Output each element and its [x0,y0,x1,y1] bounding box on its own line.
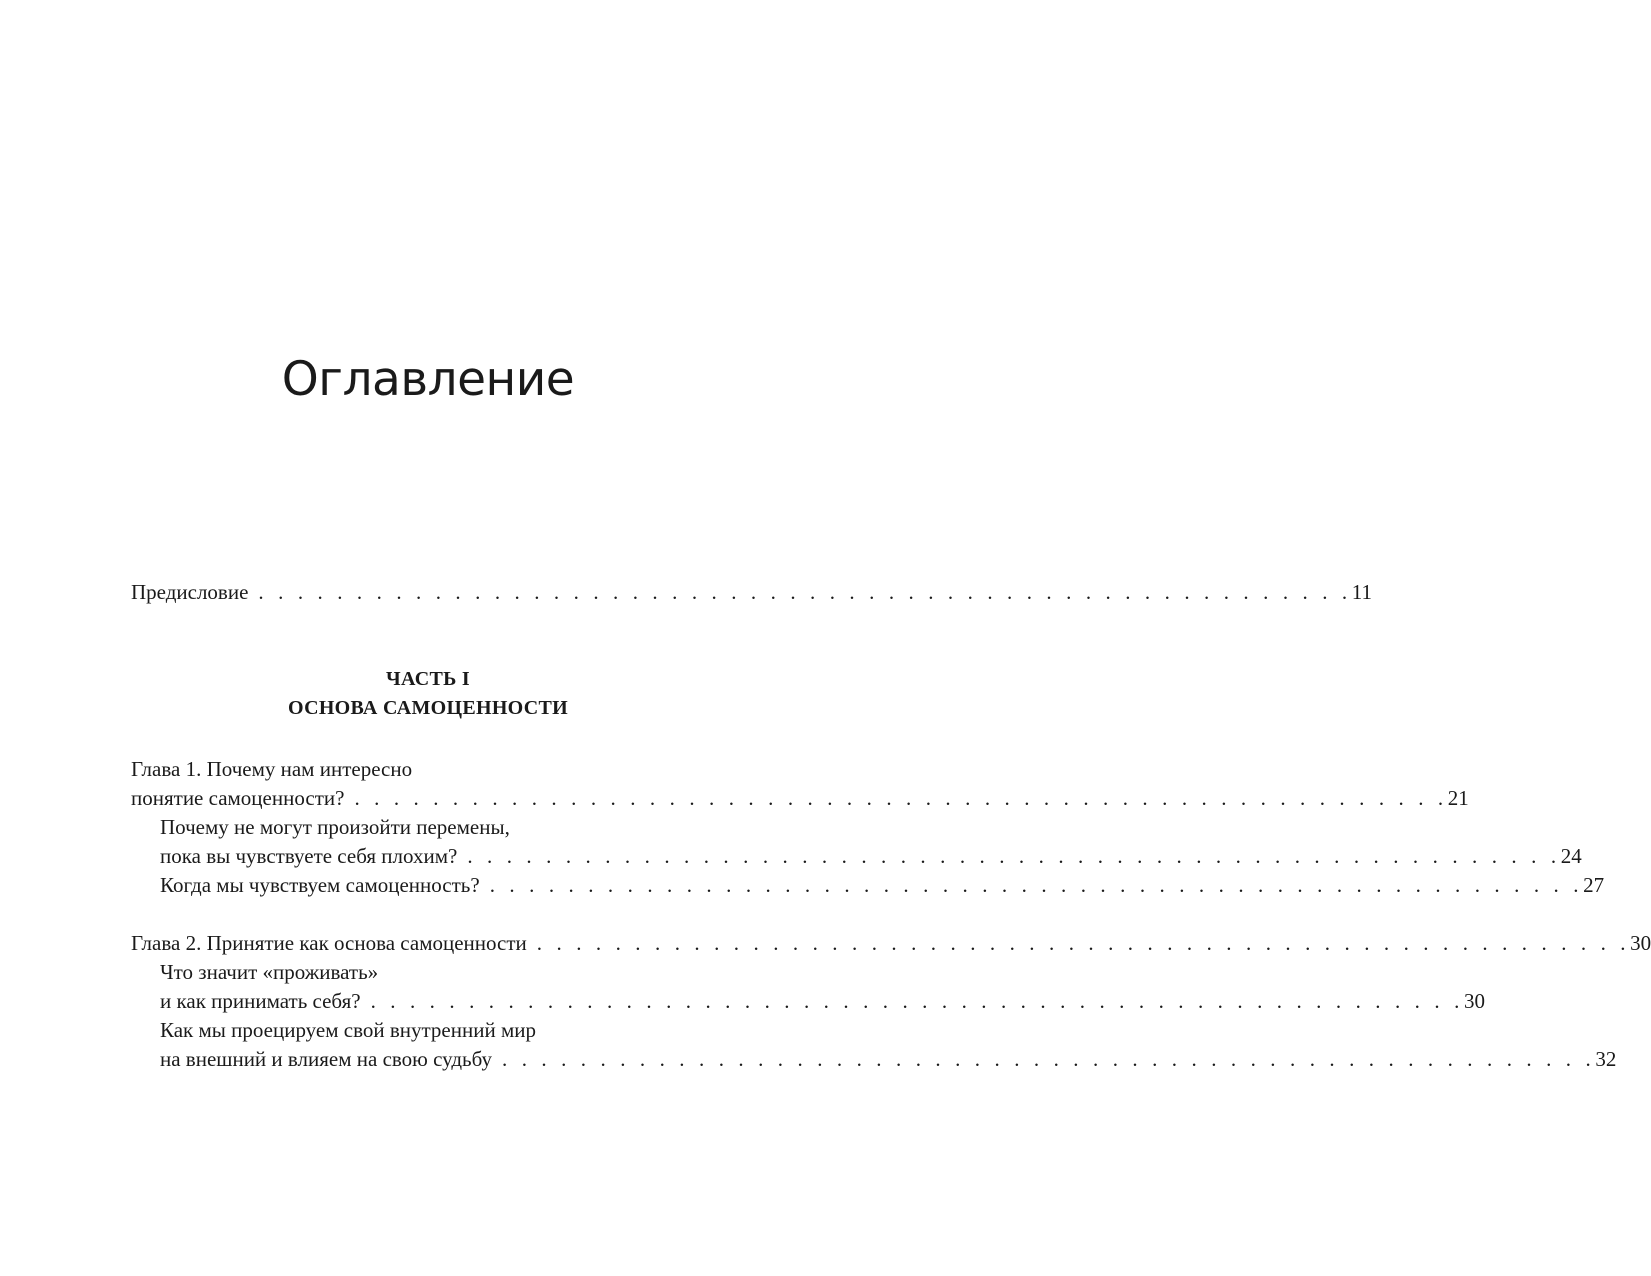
toc-section-1-1[interactable] [160,842,1582,870]
page-number: 11 [1351,580,1373,604]
part-title: ОСНОВА САМОЦЕННОСТИ [287,697,569,719]
page-title: Оглавление [281,352,575,407]
leader-dots: . . . . . . . . . . . . . . . . . . . . . . . . . . . . . . . . . . . . . . . . . . . . . . . . . . . . . . . . [354,786,1448,810]
part-label: ЧАСТЬ I [385,668,470,690]
toc-entry-label: Предисловие [131,580,249,604]
toc-section-2-2[interactable] [160,1045,1617,1073]
leader-dots: . . . . . . . . . . . . . . . . . . . . . . . . . . . . . . . . . . . . . . . . . . . . . . . . . . . . . . . . [489,873,1584,897]
leader-dots: . . . . . . . . . . . . . . . . . . . . . . . . . . . . . . . . . . . . . . . . . . . . . . . . . . . . . . . . [502,1047,1596,1071]
toc-entry-label: Когда мы чувствуем самоценность? [160,873,480,897]
toc-entry-label: понятие самоценности? [131,786,345,810]
leader-dots: . . . . . . . . . . . . . . . . . . . . . . . . . . . . . . . . . . . . . . . . . . . . . . . . . . . . . . . . [536,931,1631,955]
leader-dots: . . . . . . . . . . . . . . . . . . . . . . . . . . . . . . . . . . . . . . . . . . . . . . . . . . . . . . . . [370,989,1464,1013]
page-number: 30 [1463,989,1485,1013]
toc-section-2-1[interactable] [160,987,1485,1015]
leader-dots: . . . . . . . . . . . . . . . . . . . . . . . . . . . . . . . . . . . . . . . . . . . . . . . . . . . . . . . . [467,844,1561,868]
page-number: 32 [1595,1047,1617,1071]
leader-dots: . . . . . . . . . . . . . . . . . . . . . . . . . . . . . . . . . . . . . . . . . . . . . . . . . . . . . . . . [258,580,1352,604]
toc-chapter-2[interactable] [131,929,1651,957]
toc-section-2-2-line-1[interactable]: Как мы проецируем свой внутренний мир [160,1018,536,1042]
toc-chapter-1-line-1[interactable]: Глава 1. Почему нам интересно [131,757,413,781]
toc-entry-label: на внешний и влияем на свою судьбу [160,1047,492,1071]
page-number: 27 [1583,873,1605,897]
page-number: 24 [1560,844,1582,868]
toc-entry-label: пока вы чувствуете себя плохим? [160,844,458,868]
toc-section-2-1-line-1[interactable]: Что значит «проживать» [160,960,379,984]
toc-entry-preface[interactable] [131,578,1373,606]
toc-section-1-2[interactable] [160,871,1605,899]
page-number: 21 [1447,786,1469,810]
toc-entry-label: и как принимать себя? [160,989,361,1013]
page-number: 30 [1630,931,1651,955]
toc-chapter-1[interactable] [131,784,1469,812]
toc-entry-label: Глава 2. Принятие как основа самоценности [131,931,527,955]
toc-section-1-1-line-1[interactable]: Почему не могут произойти перемены, [160,815,510,839]
